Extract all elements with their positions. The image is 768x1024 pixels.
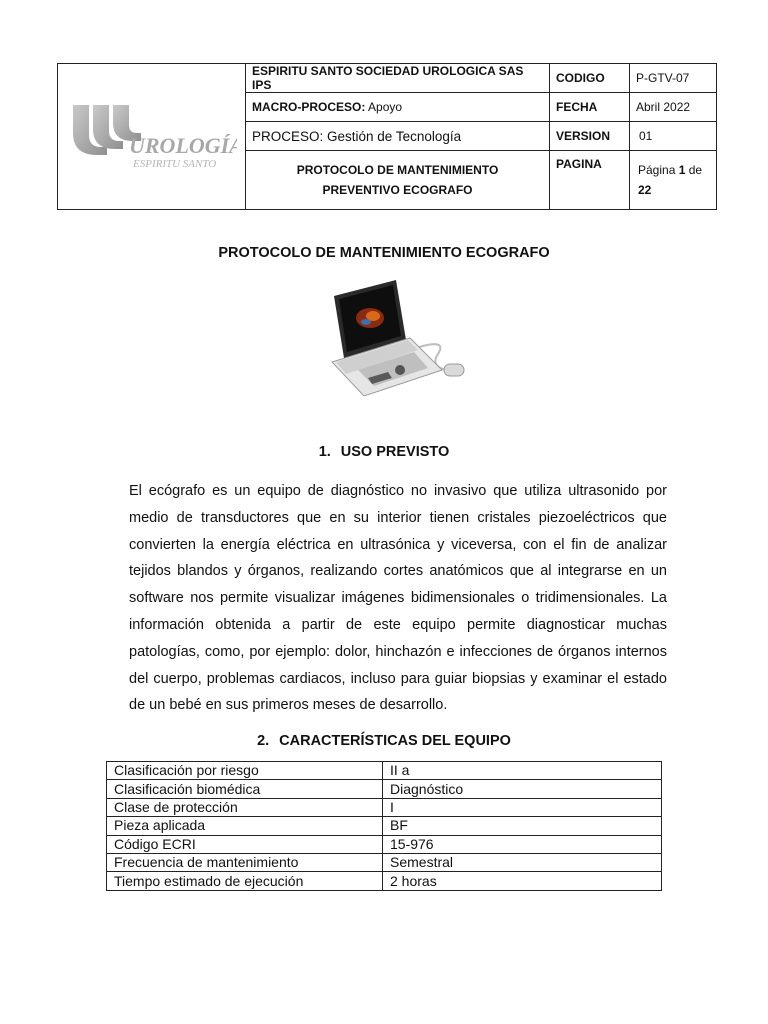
page-number (630, 151, 717, 210)
characteristic-value: II a (383, 762, 662, 780)
characteristic-value: Semestral (383, 853, 662, 871)
macro-label: MACRO-PROCESO: (252, 100, 366, 114)
table-row (107, 853, 662, 871)
process-field: PROCESO: Gestión de Tecnología (246, 122, 550, 151)
characteristic-value: BF (383, 817, 662, 835)
characteristic-value: Diagnóstico (383, 780, 662, 798)
uso-previsto-paragraph: El ecógrafo es un equipo de diagnóstico no invasivo que utiliza ultrasonido por medio de transductores que en su interior tienen cristales piezoeléctricos que convierten la energía eléctrica en ultrasónica y viceversa, con el fin de analizar tejidos blandos y órganos, realizando cortes anatómicos que al integrarse en un software nos permite visualizar imágenes bidimensionales o tridimensionales. La información obtenida a partir de este equipo permite diagnosticar muchas patologías, como, por ejemplo: dolor, hinchazón e infecciones de órganos internos del cuerpo, problemas cardiacos, incluso para guiar biopsias y examinar el estado de un bebé en sus primeros meses de desarrollo. (129, 483, 667, 714)
ultrasound-device-image (318, 278, 468, 396)
fecha-label: FECHA (550, 93, 630, 122)
table-row (107, 835, 662, 853)
pagina-label: PAGINA (550, 151, 630, 210)
section-title: USO PREVISTO (340, 444, 450, 460)
version-label: VERSION (550, 122, 630, 151)
logo-word: UROLOGÍA (128, 133, 237, 158)
section-number: 2. (257, 733, 270, 749)
company-logo (58, 64, 246, 210)
codigo-label: CODIGO (550, 64, 630, 93)
macro-value: Apoyo (365, 100, 403, 114)
characteristic-label: Código ECRI (107, 835, 383, 853)
characteristic-label: Frecuencia de mantenimiento (107, 853, 383, 871)
characteristic-value: I (383, 798, 662, 816)
characteristic-label: Tiempo estimado de ejecución (107, 872, 383, 890)
macro-process (246, 93, 550, 122)
page-mid: de (685, 163, 703, 177)
page-total: 22 (638, 183, 652, 197)
table-row (107, 872, 662, 890)
table-row (107, 817, 662, 835)
characteristic-label: Pieza aplicada (107, 817, 383, 835)
document-title: PROTOCOLO DE MANTENIMIENTO ECOGRAFO (218, 245, 550, 261)
protocol-title: PROTOCOLO DE MANTENIMIENTO PREVENTIVO ECOGRAFO (246, 151, 550, 210)
characteristic-label: Clasificación por riesgo (107, 762, 383, 780)
section-heading-uso-previsto (0, 444, 768, 460)
codigo-value: P-GTV-07 (630, 64, 717, 93)
document-header (57, 63, 717, 210)
logo-subtitle: ESPIRITU SANTO (132, 158, 216, 170)
fecha-value: Abril 2022 (630, 93, 717, 122)
page-prefix: Página (638, 163, 679, 177)
characteristic-value: 15-976 (383, 835, 662, 853)
section-heading-caracteristicas (0, 733, 768, 749)
urologia-logo (67, 95, 237, 175)
table-row (107, 780, 662, 798)
company-name: ESPIRITU SANTO SOCIEDAD UROLOGICA SAS IPS (246, 64, 550, 93)
version-value: 01 (630, 122, 717, 151)
page-current: 1 (678, 163, 686, 177)
characteristics-table (106, 761, 662, 891)
section-number: 1. (318, 444, 331, 460)
section-title: CARACTERÍSTICAS DEL EQUIPO (279, 733, 511, 749)
characteristic-label: Clasificación biomédica (107, 780, 383, 798)
table-row (107, 762, 662, 780)
characteristic-value: 2 horas (383, 872, 662, 890)
table-row (107, 798, 662, 816)
characteristic-label: Clase de protección (107, 798, 383, 816)
